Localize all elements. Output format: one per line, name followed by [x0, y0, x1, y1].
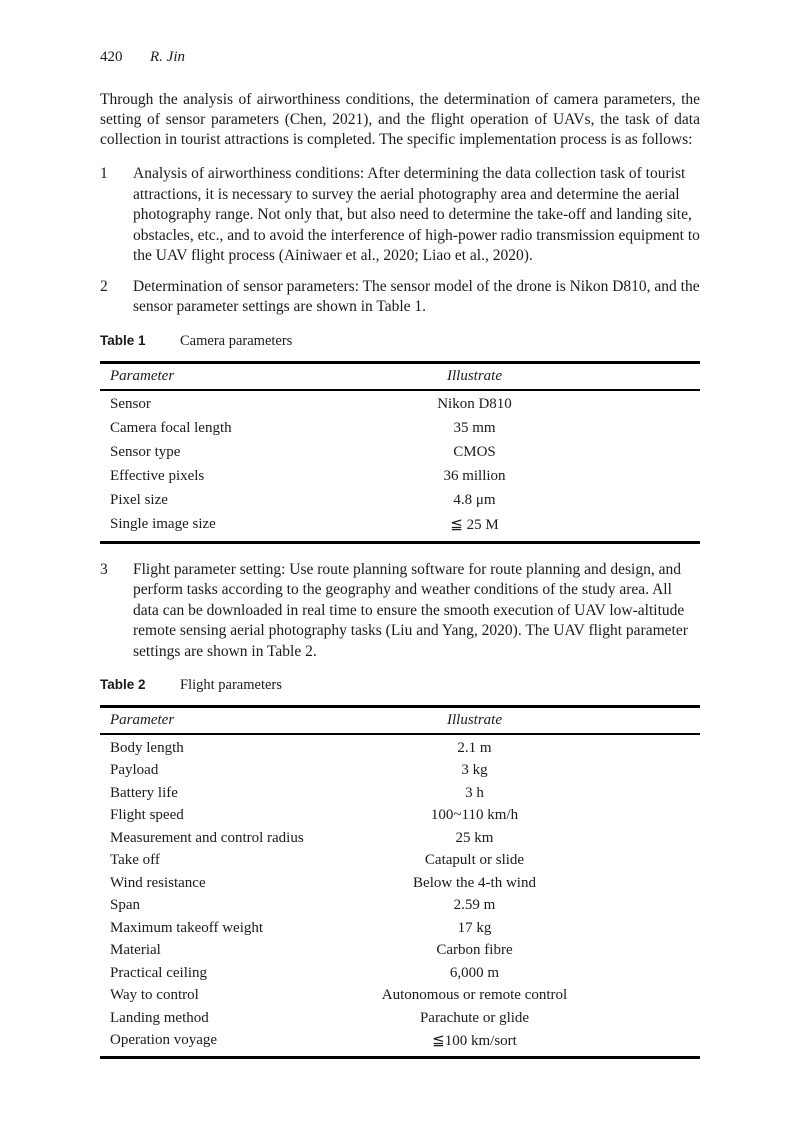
parameter-cell: Measurement and control radius — [110, 829, 304, 846]
table-row — [100, 985, 700, 1008]
table1-title: Camera parameters — [180, 332, 293, 349]
table2-title: Flight parameters — [180, 677, 282, 693]
camera-parameters-table — [100, 361, 700, 544]
list-item-text: Determination of sensor parameters: The sensor model of the drone is Nikon D810, and the sensor parameter settings are shown in Table 1. — [133, 277, 700, 315]
list-item-number: 1 — [100, 165, 108, 182]
flight-parameters-table — [100, 705, 700, 1059]
value-cell: Nikon D810 — [437, 396, 512, 412]
table-row — [100, 782, 700, 805]
table2-caption — [100, 676, 700, 694]
list-item-number: 2 — [100, 277, 108, 295]
parameter-cell: Way to control — [110, 987, 199, 1004]
value-cell: 2.1 m — [457, 739, 492, 756]
list-item-3 — [100, 560, 700, 663]
table-row — [100, 895, 700, 918]
value-cell: 3 h — [465, 784, 484, 801]
table2-label: Table 2 — [100, 677, 146, 692]
parameter-cell: Landing method — [110, 1009, 209, 1026]
parameter-cell: Pixel size — [110, 492, 168, 508]
parameter-cell: Maximum takeoff weight — [110, 919, 264, 936]
list-item-2 — [100, 277, 700, 318]
value-cell: Autonomous or remote control — [381, 987, 568, 1004]
table2-section — [100, 676, 700, 1059]
parameter-cell: Practical ceiling — [110, 964, 208, 981]
table1-caption — [100, 332, 700, 350]
table-row — [100, 805, 700, 828]
value-cell: ≦100 km/sort — [432, 1033, 517, 1050]
table-row — [100, 1007, 700, 1030]
value-cell: 4.8 μm — [453, 492, 496, 508]
value-cell: CMOS — [453, 444, 496, 460]
column-header-illustrate: Illustrate — [340, 707, 700, 735]
parameter-cell: Operation voyage — [110, 1032, 218, 1049]
value-cell: Catapult or slide — [424, 852, 525, 869]
column-header-illustrate: Illustrate — [340, 362, 700, 390]
running-header — [100, 48, 700, 66]
column-header-parameter: Parameter — [100, 707, 340, 735]
running-author: R. Jin — [150, 49, 185, 65]
parameter-cell: Camera focal length — [110, 420, 232, 436]
value-cell: 25 km — [455, 829, 494, 846]
parameter-cell: Flight speed — [110, 807, 184, 824]
table-row — [100, 390, 700, 417]
parameter-cell: Take off — [110, 852, 160, 869]
numbered-list — [100, 164, 700, 318]
table-row — [100, 760, 700, 783]
table-row — [100, 940, 700, 963]
value-cell: 100~110 km/h — [430, 807, 519, 824]
parameter-cell: Material — [110, 942, 161, 959]
value-cell: Carbon fibre — [436, 942, 513, 959]
table-row — [100, 417, 700, 441]
table-row — [100, 734, 700, 760]
value-cell: 17 kg — [457, 919, 492, 936]
parameter-cell: Single image size — [110, 516, 216, 532]
list-item-1 — [100, 164, 700, 267]
column-header-parameter: Parameter — [100, 362, 340, 390]
table-row — [100, 962, 700, 985]
list-item-number: 3 — [100, 560, 108, 578]
table1-label: Table 1 — [100, 332, 146, 348]
parameter-cell: Span — [110, 897, 140, 914]
parameter-cell: Payload — [110, 762, 159, 779]
intro-paragraph: Through the analysis of airworthiness conditions, the determination of camera parameters, the setting of sensor parameters (Chen, 2021), and the flight operation of UAVs, the task of data collection in tourist attractions is completed. The specific implementation process is as follows: — [100, 91, 700, 148]
table-row — [100, 917, 700, 940]
table-row — [100, 513, 700, 543]
table-header-row — [100, 362, 700, 390]
table-row — [100, 827, 700, 850]
table-row — [100, 489, 700, 513]
list-item-text: Flight parameter setting: Use route planning software for route planning and design, and perform tasks according to the geography and weather conditions of the study area. All data can be downloaded in real time to ensure the smooth execution of UAV low-altitude remote sensing aerial photography tasks (Liu and Yang, 2020). The UAV flight parameter settings are shown in Table 2. — [133, 560, 688, 660]
value-cell: 36 million — [443, 468, 506, 484]
parameter-cell: Body length — [110, 739, 184, 756]
table-row — [100, 1030, 700, 1058]
parameter-cell: Battery life — [110, 784, 178, 801]
list-item-text: Analysis of airworthiness conditions: After determining the data collection task of tourist attractions, it is necessary to survey the aerial photography area and determine the aerial photography range. Not only that, but also need to determine the take-off and landing site, obstacles, etc., and to avoid the interference of high-power radio transmission equipment to the UAV flight process (Ainiwaer et al., 2020; Liao et al., 2020). — [133, 165, 700, 264]
table-row — [100, 441, 700, 465]
table-row — [100, 850, 700, 873]
numbered-list-continued — [100, 560, 700, 663]
value-cell: 3 kg — [461, 762, 488, 779]
value-cell: 35 mm — [453, 420, 496, 436]
parameter-cell: Effective pixels — [110, 468, 205, 484]
value-cell: Parachute or glide — [419, 1009, 530, 1026]
value-cell: 6,000 m — [449, 964, 500, 981]
parameter-cell: Sensor — [110, 396, 151, 412]
table-row — [100, 465, 700, 489]
table-row — [100, 872, 700, 895]
table1-section — [100, 332, 700, 544]
page-number: 420 — [100, 49, 123, 65]
value-cell: ≦ 25 M — [450, 517, 499, 533]
value-cell: Below the 4-th wind — [413, 874, 536, 891]
parameter-cell: Sensor type — [110, 444, 181, 460]
parameter-cell: Wind resistance — [110, 874, 206, 891]
table-header-row — [100, 707, 700, 735]
value-cell: 2.59 m — [453, 897, 496, 914]
